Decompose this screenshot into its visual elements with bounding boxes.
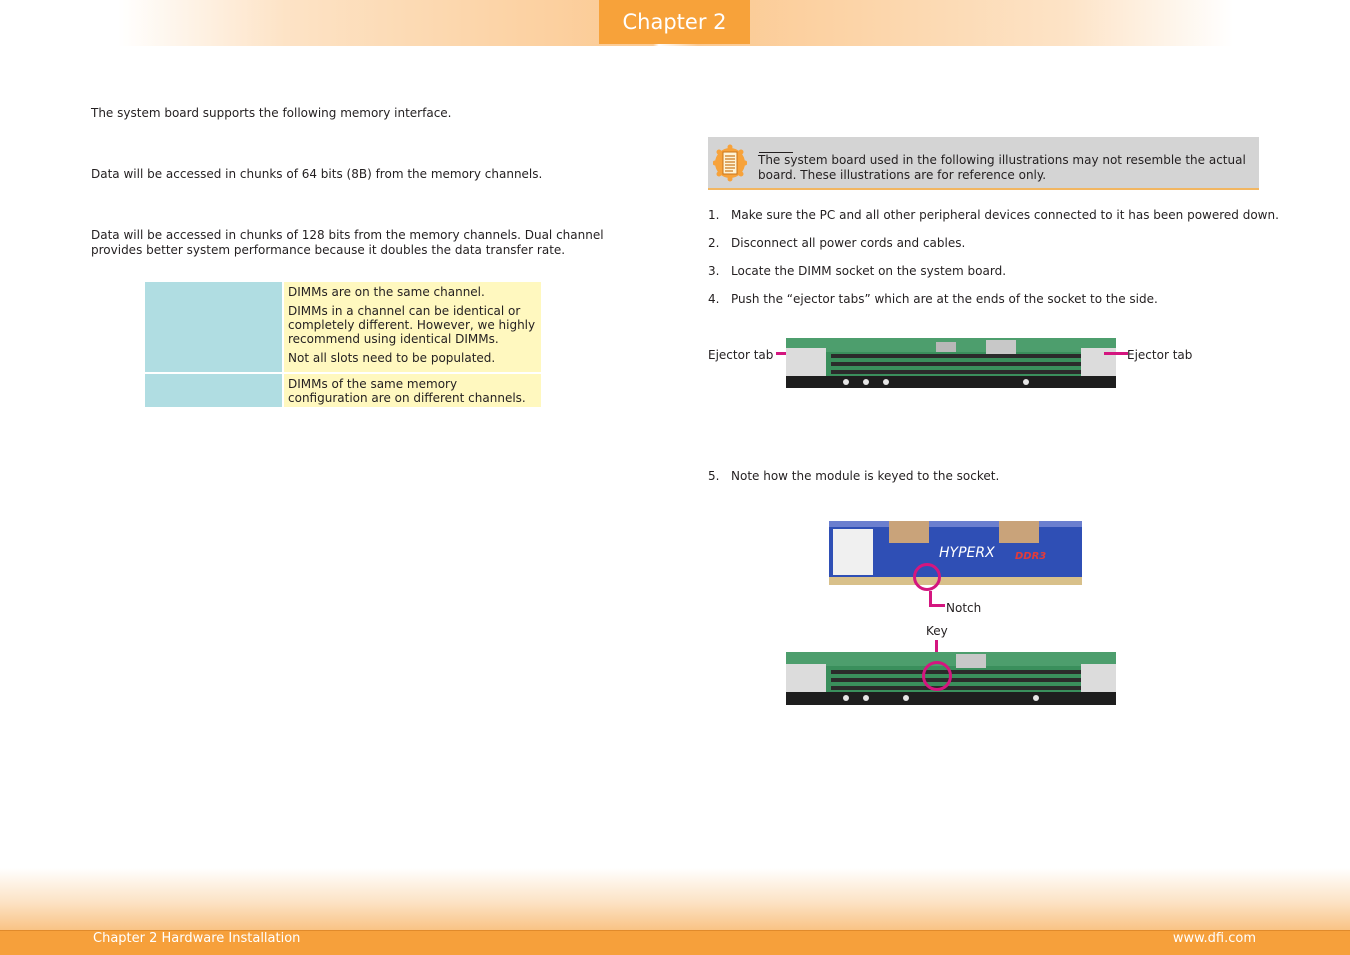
footer-website-link[interactable]: www.dfi.com <box>1172 931 1256 946</box>
table-line: DIMMs in a channel can be identical or completely different. However, we highly recommend using identical DIMMs. <box>288 304 536 346</box>
step-number: 3. <box>708 264 720 278</box>
notch-label: Notch <box>946 601 982 615</box>
table-row <box>145 282 541 372</box>
table-value-cell <box>284 282 541 372</box>
table-line: DIMMs are on the same channel. <box>288 285 485 299</box>
list-item <box>708 208 1279 222</box>
footer-chapter-title: Chapter 2 Hardware Installation <box>93 931 301 946</box>
chapter-tab: Chapter 2 <box>599 0 750 44</box>
memory-mode-table <box>145 282 541 407</box>
step-number: 4. <box>708 292 720 306</box>
step-number: 5. <box>708 469 720 483</box>
step-text: Make sure the PC and all other peripheral devices connected to it has been powered down. <box>731 208 1279 222</box>
ejector-tab-label-right: Ejector tab <box>1127 348 1193 362</box>
module-brand: HYPERX <box>939 545 995 561</box>
step-text: Push the “ejector tabs” which are at the ends of the socket to the side. <box>731 292 1158 306</box>
list-item <box>708 469 999 483</box>
list-item <box>708 264 1006 278</box>
single-channel-text: Data will be accessed in chunks of 64 bits (8B) from the memory channels. <box>91 167 543 181</box>
steps-list-continued <box>708 469 1268 485</box>
step-number: 2. <box>708 236 720 250</box>
list-item <box>708 236 965 250</box>
ejector-pointer-right <box>1104 352 1128 355</box>
table-label-cell <box>145 374 282 407</box>
table-line: Not all slots need to be populated. <box>288 351 496 365</box>
table-value-cell <box>284 374 541 407</box>
module-ddr: DDR3 <box>1015 551 1047 562</box>
footer-gradient <box>0 868 1350 930</box>
table-line: DIMMs of the same memory configuration are on different channels. <box>288 377 526 405</box>
table-label-cell <box>145 282 282 372</box>
steps-list <box>708 208 1279 308</box>
step-text: Disconnect all power cords and cables. <box>731 236 966 250</box>
memory-module-photo <box>829 521 1082 585</box>
dual-channel-text: Data will be accessed in chunks of 128 bits from the memory channels. Dual channel provides better system performance because it doubles the data transfer rate. <box>91 228 604 257</box>
step-text: Note how the module is keyed to the socket. <box>731 469 1000 483</box>
note-text: The system board used in the following illustrations may not resemble the actual board. These illustrations are for reference only. <box>758 153 1246 182</box>
step-text: Locate the DIMM socket on the system board. <box>731 264 1007 278</box>
key-label: Key <box>926 624 948 638</box>
table-row <box>145 374 541 407</box>
intro-text: The system board supports the following memory interface. <box>91 106 452 120</box>
list-item <box>708 292 1158 306</box>
notch-highlight <box>913 563 941 591</box>
step-number: 1. <box>708 208 720 222</box>
dimm-socket-photo <box>786 338 1116 388</box>
notch-pointer-arm <box>929 604 945 607</box>
key-highlight <box>922 661 952 691</box>
note-icon <box>713 143 747 183</box>
ejector-tab-label-left: Ejector tab <box>708 348 774 362</box>
